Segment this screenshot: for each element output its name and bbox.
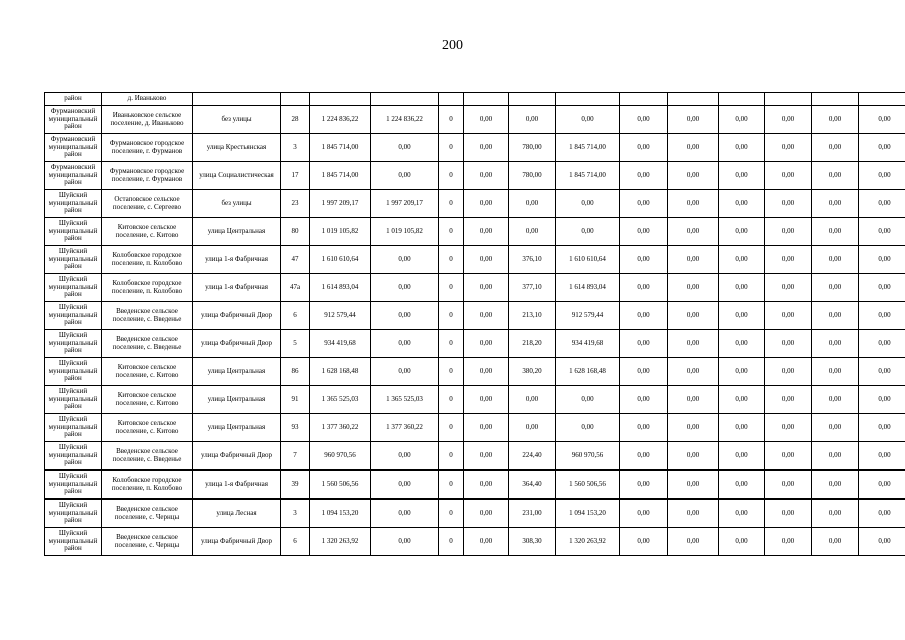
table-cell: 0,00 — [765, 358, 812, 386]
table-cell — [193, 93, 281, 106]
table-row — [45, 218, 905, 246]
table-cell: Фурмановский муниципальный район — [45, 134, 102, 162]
table-cell: 960 970,56 — [310, 442, 371, 471]
table-cell: 0,00 — [464, 386, 509, 414]
table-cell: 0,00 — [719, 358, 765, 386]
page-number: 200 — [442, 38, 463, 53]
table-cell: 1 560 506,56 — [556, 470, 620, 499]
table-cell: 0,00 — [371, 442, 439, 471]
table-cell: 0 — [439, 499, 464, 528]
table-cell: улица Центральная — [193, 414, 281, 442]
table-cell: 1 019 105,82 — [310, 218, 371, 246]
table-cell: 0,00 — [620, 134, 668, 162]
table-cell: 1 377 360,22 — [310, 414, 371, 442]
table-cell: 934 419,68 — [556, 330, 620, 358]
table-cell: 0,00 — [812, 246, 859, 274]
table-cell: 0,00 — [765, 499, 812, 528]
table-row — [45, 358, 905, 386]
table-cell: 912 579,44 — [310, 302, 371, 330]
table-cell: 0,00 — [556, 190, 620, 218]
table-cell: Введенское сельское поселение, с. Чернцы — [102, 528, 193, 556]
table-cell: 0,00 — [859, 302, 905, 330]
table-cell: Шуйский муниципальный район — [45, 386, 102, 414]
table-cell: 0 — [439, 330, 464, 358]
table-cell: 960 970,56 — [556, 442, 620, 471]
table-cell: 17 — [281, 162, 310, 190]
table-cell: 86 — [281, 358, 310, 386]
table-cell: район — [45, 93, 102, 106]
table-cell: 1 614 893,04 — [556, 274, 620, 302]
table-cell: Фурмановское городское поселение, г. Фурманов — [102, 134, 193, 162]
table-cell: 23 — [281, 190, 310, 218]
table-cell — [371, 93, 439, 106]
table-cell: Колобовское городское поселение, п. Колобово — [102, 246, 193, 274]
table-cell: 0,00 — [668, 274, 719, 302]
table-cell: 0,00 — [812, 330, 859, 358]
table-cell: Введенское сельское поселение, с. Чернцы — [102, 499, 193, 528]
table-cell: 28 — [281, 106, 310, 134]
table-cell: 0,00 — [464, 134, 509, 162]
table-cell: 0,00 — [509, 190, 556, 218]
table-cell: улица Лесная — [193, 499, 281, 528]
table-cell: 0,00 — [719, 302, 765, 330]
table-cell: 3 — [281, 499, 310, 528]
table-cell: 0 — [439, 162, 464, 190]
table-cell: 0,00 — [620, 162, 668, 190]
table-cell: 93 — [281, 414, 310, 442]
table-cell: 934 419,68 — [310, 330, 371, 358]
table-cell: 0,00 — [812, 414, 859, 442]
data-table — [44, 92, 905, 556]
table-cell: Шуйский муниципальный район — [45, 190, 102, 218]
table-cell: 231,00 — [509, 499, 556, 528]
table-cell: 0,00 — [620, 246, 668, 274]
table-cell: улица Фабричный Двор — [193, 330, 281, 358]
table-cell: 0,00 — [859, 386, 905, 414]
table-cell: 0,00 — [719, 106, 765, 134]
table-cell: 780,00 — [509, 162, 556, 190]
table-cell: 0,00 — [765, 218, 812, 246]
table-cell: Колобовское городское поселение, п. Колобово — [102, 470, 193, 499]
table-cell: 0,00 — [668, 528, 719, 556]
table-cell: улица Фабричный Двор — [193, 528, 281, 556]
table-body — [45, 93, 905, 556]
table-cell: 0,00 — [464, 442, 509, 471]
table-cell: Китовское сельское поселение, с. Китово — [102, 218, 193, 246]
table-cell: 0,00 — [812, 358, 859, 386]
table-cell: Фурмановский муниципальный район — [45, 106, 102, 134]
table-cell: 1 628 168,48 — [310, 358, 371, 386]
table-cell: 0,00 — [859, 274, 905, 302]
table-cell: 0,00 — [812, 218, 859, 246]
table-row — [45, 302, 905, 330]
table-cell: 1 628 168,48 — [556, 358, 620, 386]
table-cell: 0 — [439, 442, 464, 471]
table-cell: 0,00 — [464, 358, 509, 386]
table-cell: 224,40 — [509, 442, 556, 471]
table-cell: 0,00 — [371, 302, 439, 330]
table-cell: Шуйский муниципальный район — [45, 274, 102, 302]
table-cell: 0,00 — [464, 470, 509, 499]
table-cell: 1 845 714,00 — [556, 134, 620, 162]
table-cell: 0,00 — [765, 470, 812, 499]
table-cell: 0,00 — [859, 246, 905, 274]
table-cell: 0,00 — [812, 134, 859, 162]
table-cell: 0,00 — [668, 499, 719, 528]
table-cell: 0,00 — [859, 190, 905, 218]
table-cell: 0,00 — [620, 386, 668, 414]
table-cell: 0,00 — [765, 414, 812, 442]
table-cell: 0,00 — [620, 414, 668, 442]
table-row — [45, 106, 905, 134]
table-cell — [668, 93, 719, 106]
table-cell: 0,00 — [371, 358, 439, 386]
table-cell: Шуйский муниципальный район — [45, 358, 102, 386]
table-cell: 377,10 — [509, 274, 556, 302]
table-cell: 0,00 — [668, 246, 719, 274]
table-cell: 1 610 610,64 — [310, 246, 371, 274]
table-cell: Шуйский муниципальный район — [45, 499, 102, 528]
table-cell: 0,00 — [371, 246, 439, 274]
table-cell: 0,00 — [620, 330, 668, 358]
table-cell: 0,00 — [719, 162, 765, 190]
table-row — [45, 330, 905, 358]
table-cell: 1 094 153,20 — [556, 499, 620, 528]
table-cell: 0,00 — [371, 470, 439, 499]
table-cell: 0,00 — [620, 106, 668, 134]
table-cell: 0 — [439, 106, 464, 134]
table-cell: 0,00 — [620, 190, 668, 218]
table-cell: Колобовское городское поселение, п. Колобово — [102, 274, 193, 302]
table-cell: 0,00 — [765, 190, 812, 218]
table-cell: 0,00 — [371, 134, 439, 162]
table-cell: 0,00 — [719, 442, 765, 471]
table-cell: 0,00 — [719, 386, 765, 414]
table-cell: 1 845 714,00 — [556, 162, 620, 190]
table-cell: 0,00 — [719, 134, 765, 162]
table-cell: 1 377 360,22 — [371, 414, 439, 442]
table-row — [45, 190, 905, 218]
table-cell: 0,00 — [668, 162, 719, 190]
table-cell: 1 224 836,22 — [371, 106, 439, 134]
table-cell: 0,00 — [464, 106, 509, 134]
table-cell: 0,00 — [509, 218, 556, 246]
table-cell: 0,00 — [812, 106, 859, 134]
table-cell: 0,00 — [371, 499, 439, 528]
table-cell: 1 365 525,03 — [371, 386, 439, 414]
table-cell: 0,00 — [556, 386, 620, 414]
table-cell: 80 — [281, 218, 310, 246]
table-cell: 1 845 714,00 — [310, 134, 371, 162]
table-cell: 0,00 — [765, 528, 812, 556]
table-cell: 0,00 — [620, 499, 668, 528]
table-cell: 0,00 — [668, 302, 719, 330]
table-cell: 0,00 — [859, 330, 905, 358]
table-cell: 0 — [439, 358, 464, 386]
table-cell: 0,00 — [859, 106, 905, 134]
table-cell — [310, 93, 371, 106]
table-cell: 0,00 — [765, 162, 812, 190]
table-cell: 0,00 — [668, 106, 719, 134]
table-cell: улица Социалистическая — [193, 162, 281, 190]
table-cell: 1 320 263,92 — [310, 528, 371, 556]
table-cell: 0,00 — [509, 386, 556, 414]
table-cell: 0,00 — [812, 190, 859, 218]
table-row — [45, 162, 905, 190]
table-cell: 0 — [439, 414, 464, 442]
table-cell: 5 — [281, 330, 310, 358]
table-cell: улица Фабричный Двор — [193, 442, 281, 471]
table-cell: Шуйский муниципальный район — [45, 442, 102, 471]
table-cell: Шуйский муниципальный район — [45, 246, 102, 274]
table-cell: 0 — [439, 134, 464, 162]
table-cell: 380,20 — [509, 358, 556, 386]
table-cell — [556, 93, 620, 106]
table-cell: 7 — [281, 442, 310, 471]
table-cell: 0,00 — [719, 218, 765, 246]
table-cell: 1 560 506,56 — [310, 470, 371, 499]
table-row — [45, 134, 905, 162]
table-row — [45, 414, 905, 442]
table-cell: 0,00 — [620, 442, 668, 471]
table-cell: 0,00 — [765, 106, 812, 134]
table-cell: 0 — [439, 386, 464, 414]
table-row — [45, 386, 905, 414]
table-cell: 0,00 — [556, 106, 620, 134]
table-cell: 1 019 105,82 — [371, 218, 439, 246]
table-cell: 0,00 — [719, 190, 765, 218]
table-cell: 1 614 893,04 — [310, 274, 371, 302]
table-cell: 0,00 — [812, 442, 859, 471]
table-cell: 47 — [281, 246, 310, 274]
table-cell: 39 — [281, 470, 310, 499]
table-cell: 0,00 — [812, 470, 859, 499]
table-cell: 0,00 — [556, 414, 620, 442]
table-cell: Шуйский муниципальный район — [45, 528, 102, 556]
table-cell — [765, 93, 812, 106]
table-cell: 0,00 — [719, 528, 765, 556]
table-cell: 0,00 — [668, 470, 719, 499]
table-cell: 0,00 — [859, 499, 905, 528]
table-cell: 0,00 — [812, 302, 859, 330]
table-cell — [281, 93, 310, 106]
table-cell: 0,00 — [620, 274, 668, 302]
table-cell: 0,00 — [812, 162, 859, 190]
table-cell — [620, 93, 668, 106]
table-cell: 0,00 — [765, 274, 812, 302]
table-cell: Остаповское сельское поселение, с. Сергеево — [102, 190, 193, 218]
table-cell: 364,40 — [509, 470, 556, 499]
table-cell: 0,00 — [812, 499, 859, 528]
table-cell: 0,00 — [556, 218, 620, 246]
table-cell: 0,00 — [812, 528, 859, 556]
table-cell: улица Центральная — [193, 218, 281, 246]
table-cell: 0 — [439, 470, 464, 499]
table-cell: 0,00 — [765, 330, 812, 358]
table-cell — [859, 93, 905, 106]
table-cell: 0,00 — [464, 246, 509, 274]
table-cell: 0,00 — [464, 218, 509, 246]
table-cell: 213,10 — [509, 302, 556, 330]
table-cell: 1 365 525,03 — [310, 386, 371, 414]
table-cell: 91 — [281, 386, 310, 414]
table-cell: 376,10 — [509, 246, 556, 274]
table-cell: Шуйский муниципальный район — [45, 414, 102, 442]
table-cell: 0 — [439, 302, 464, 330]
table-cell: улица Крестьянская — [193, 134, 281, 162]
table-cell: 0,00 — [765, 134, 812, 162]
table-cell: 0,00 — [859, 442, 905, 471]
table-row — [45, 499, 905, 528]
table-cell: 0,00 — [719, 330, 765, 358]
table-cell: 308,30 — [509, 528, 556, 556]
table-cell: 3 — [281, 134, 310, 162]
table-cell: Фурмановский муниципальный район — [45, 162, 102, 190]
table-cell: 0,00 — [719, 274, 765, 302]
table-cell: 0,00 — [859, 358, 905, 386]
table-cell: 0,00 — [371, 330, 439, 358]
table-cell: 0,00 — [371, 162, 439, 190]
table-cell: 0,00 — [464, 190, 509, 218]
table-cell: Шуйский муниципальный район — [45, 470, 102, 499]
table-row — [45, 274, 905, 302]
table-cell — [719, 93, 765, 106]
table-cell: улица 1-я Фабричная — [193, 470, 281, 499]
table-cell: 1 224 836,22 — [310, 106, 371, 134]
table-row — [45, 93, 905, 106]
table-cell: 1 845 714,00 — [310, 162, 371, 190]
table-cell: 1 094 153,20 — [310, 499, 371, 528]
table-cell: 780,00 — [509, 134, 556, 162]
table-cell — [509, 93, 556, 106]
table-cell: 0,00 — [859, 414, 905, 442]
table-cell — [464, 93, 509, 106]
table-cell: улица Центральная — [193, 386, 281, 414]
table-cell: 0,00 — [620, 470, 668, 499]
table-cell: 0,00 — [620, 358, 668, 386]
table-cell: 0,00 — [464, 528, 509, 556]
table-cell: 0,00 — [371, 274, 439, 302]
table-cell: 0,00 — [464, 499, 509, 528]
table-cell: 1 997 209,17 — [310, 190, 371, 218]
table-cell: 0,00 — [719, 414, 765, 442]
table-cell: 0,00 — [668, 442, 719, 471]
table-cell: 0,00 — [620, 528, 668, 556]
table-cell: улица 1-я Фабричная — [193, 246, 281, 274]
table-cell: 0,00 — [765, 246, 812, 274]
table-cell: 0,00 — [371, 528, 439, 556]
table-cell: 0,00 — [719, 246, 765, 274]
table-cell: 0,00 — [464, 162, 509, 190]
table-cell: 0,00 — [812, 274, 859, 302]
table-cell: 0,00 — [765, 442, 812, 471]
table-cell — [439, 93, 464, 106]
table-cell: 0,00 — [668, 190, 719, 218]
table-cell: 0,00 — [668, 414, 719, 442]
table-cell: 0,00 — [464, 302, 509, 330]
table-cell: 0,00 — [859, 470, 905, 499]
table-row — [45, 442, 905, 471]
table-row — [45, 246, 905, 274]
table-cell: 0,00 — [620, 218, 668, 246]
table-cell: 47а — [281, 274, 310, 302]
table-cell: Шуйский муниципальный район — [45, 218, 102, 246]
table-cell: 0,00 — [509, 106, 556, 134]
table-cell: Шуйский муниципальный район — [45, 330, 102, 358]
table-cell: 218,20 — [509, 330, 556, 358]
table-cell: 0 — [439, 528, 464, 556]
table-cell: 0,00 — [668, 218, 719, 246]
table-cell: 1 997 209,17 — [371, 190, 439, 218]
table-cell: без улицы — [193, 106, 281, 134]
table-cell: 0,00 — [859, 528, 905, 556]
table-cell: 0,00 — [464, 330, 509, 358]
table-cell: 0,00 — [464, 414, 509, 442]
table-cell: 0,00 — [859, 134, 905, 162]
table-cell: Фурмановское городское поселение, г. Фурманов — [102, 162, 193, 190]
table-cell: Введенское сельское поселение, с. Введенье — [102, 302, 193, 330]
table-cell: 0,00 — [719, 499, 765, 528]
table-cell: 1 320 263,92 — [556, 528, 620, 556]
table-cell: Введенское сельское поселение, с. Введенье — [102, 442, 193, 471]
table-cell: 6 — [281, 528, 310, 556]
table-cell: 0,00 — [859, 162, 905, 190]
table-cell: 0,00 — [668, 330, 719, 358]
table-cell: Китовское сельское поселение, с. Китово — [102, 414, 193, 442]
table-cell: 912 579,44 — [556, 302, 620, 330]
table-cell: 0,00 — [464, 274, 509, 302]
table-cell: Китовское сельское поселение, с. Китово — [102, 358, 193, 386]
table-cell: без улицы — [193, 190, 281, 218]
table-cell: д. Иваньково — [102, 93, 193, 106]
table-cell: 0,00 — [859, 218, 905, 246]
table-cell: 0 — [439, 274, 464, 302]
table-cell: Шуйский муниципальный район — [45, 302, 102, 330]
table-cell: улица Фабричный Двор — [193, 302, 281, 330]
table-cell: 0,00 — [509, 414, 556, 442]
table-cell: 0 — [439, 246, 464, 274]
table-row — [45, 528, 905, 556]
table-cell: 0,00 — [719, 470, 765, 499]
table-cell: 0,00 — [668, 358, 719, 386]
table-row — [45, 470, 905, 499]
table-cell: 0,00 — [812, 386, 859, 414]
table-cell: улица Центральная — [193, 358, 281, 386]
table-cell: 1 610 610,64 — [556, 246, 620, 274]
table-cell: 0,00 — [668, 134, 719, 162]
table-cell: улица 1-я Фабричная — [193, 274, 281, 302]
table-cell — [812, 93, 859, 106]
table-cell: 0,00 — [668, 386, 719, 414]
table-cell: 0 — [439, 218, 464, 246]
table-cell: 0 — [439, 190, 464, 218]
table-cell: 6 — [281, 302, 310, 330]
table-cell: Введенское сельское поселение, с. Введенье — [102, 330, 193, 358]
table-cell: 0,00 — [620, 302, 668, 330]
table-cell: 0,00 — [765, 386, 812, 414]
table-cell: Иваньковское сельское поселение, д. Иваньково — [102, 106, 193, 134]
table-cell: 0,00 — [765, 302, 812, 330]
table-cell: Китовское сельское поселение, с. Китово — [102, 386, 193, 414]
